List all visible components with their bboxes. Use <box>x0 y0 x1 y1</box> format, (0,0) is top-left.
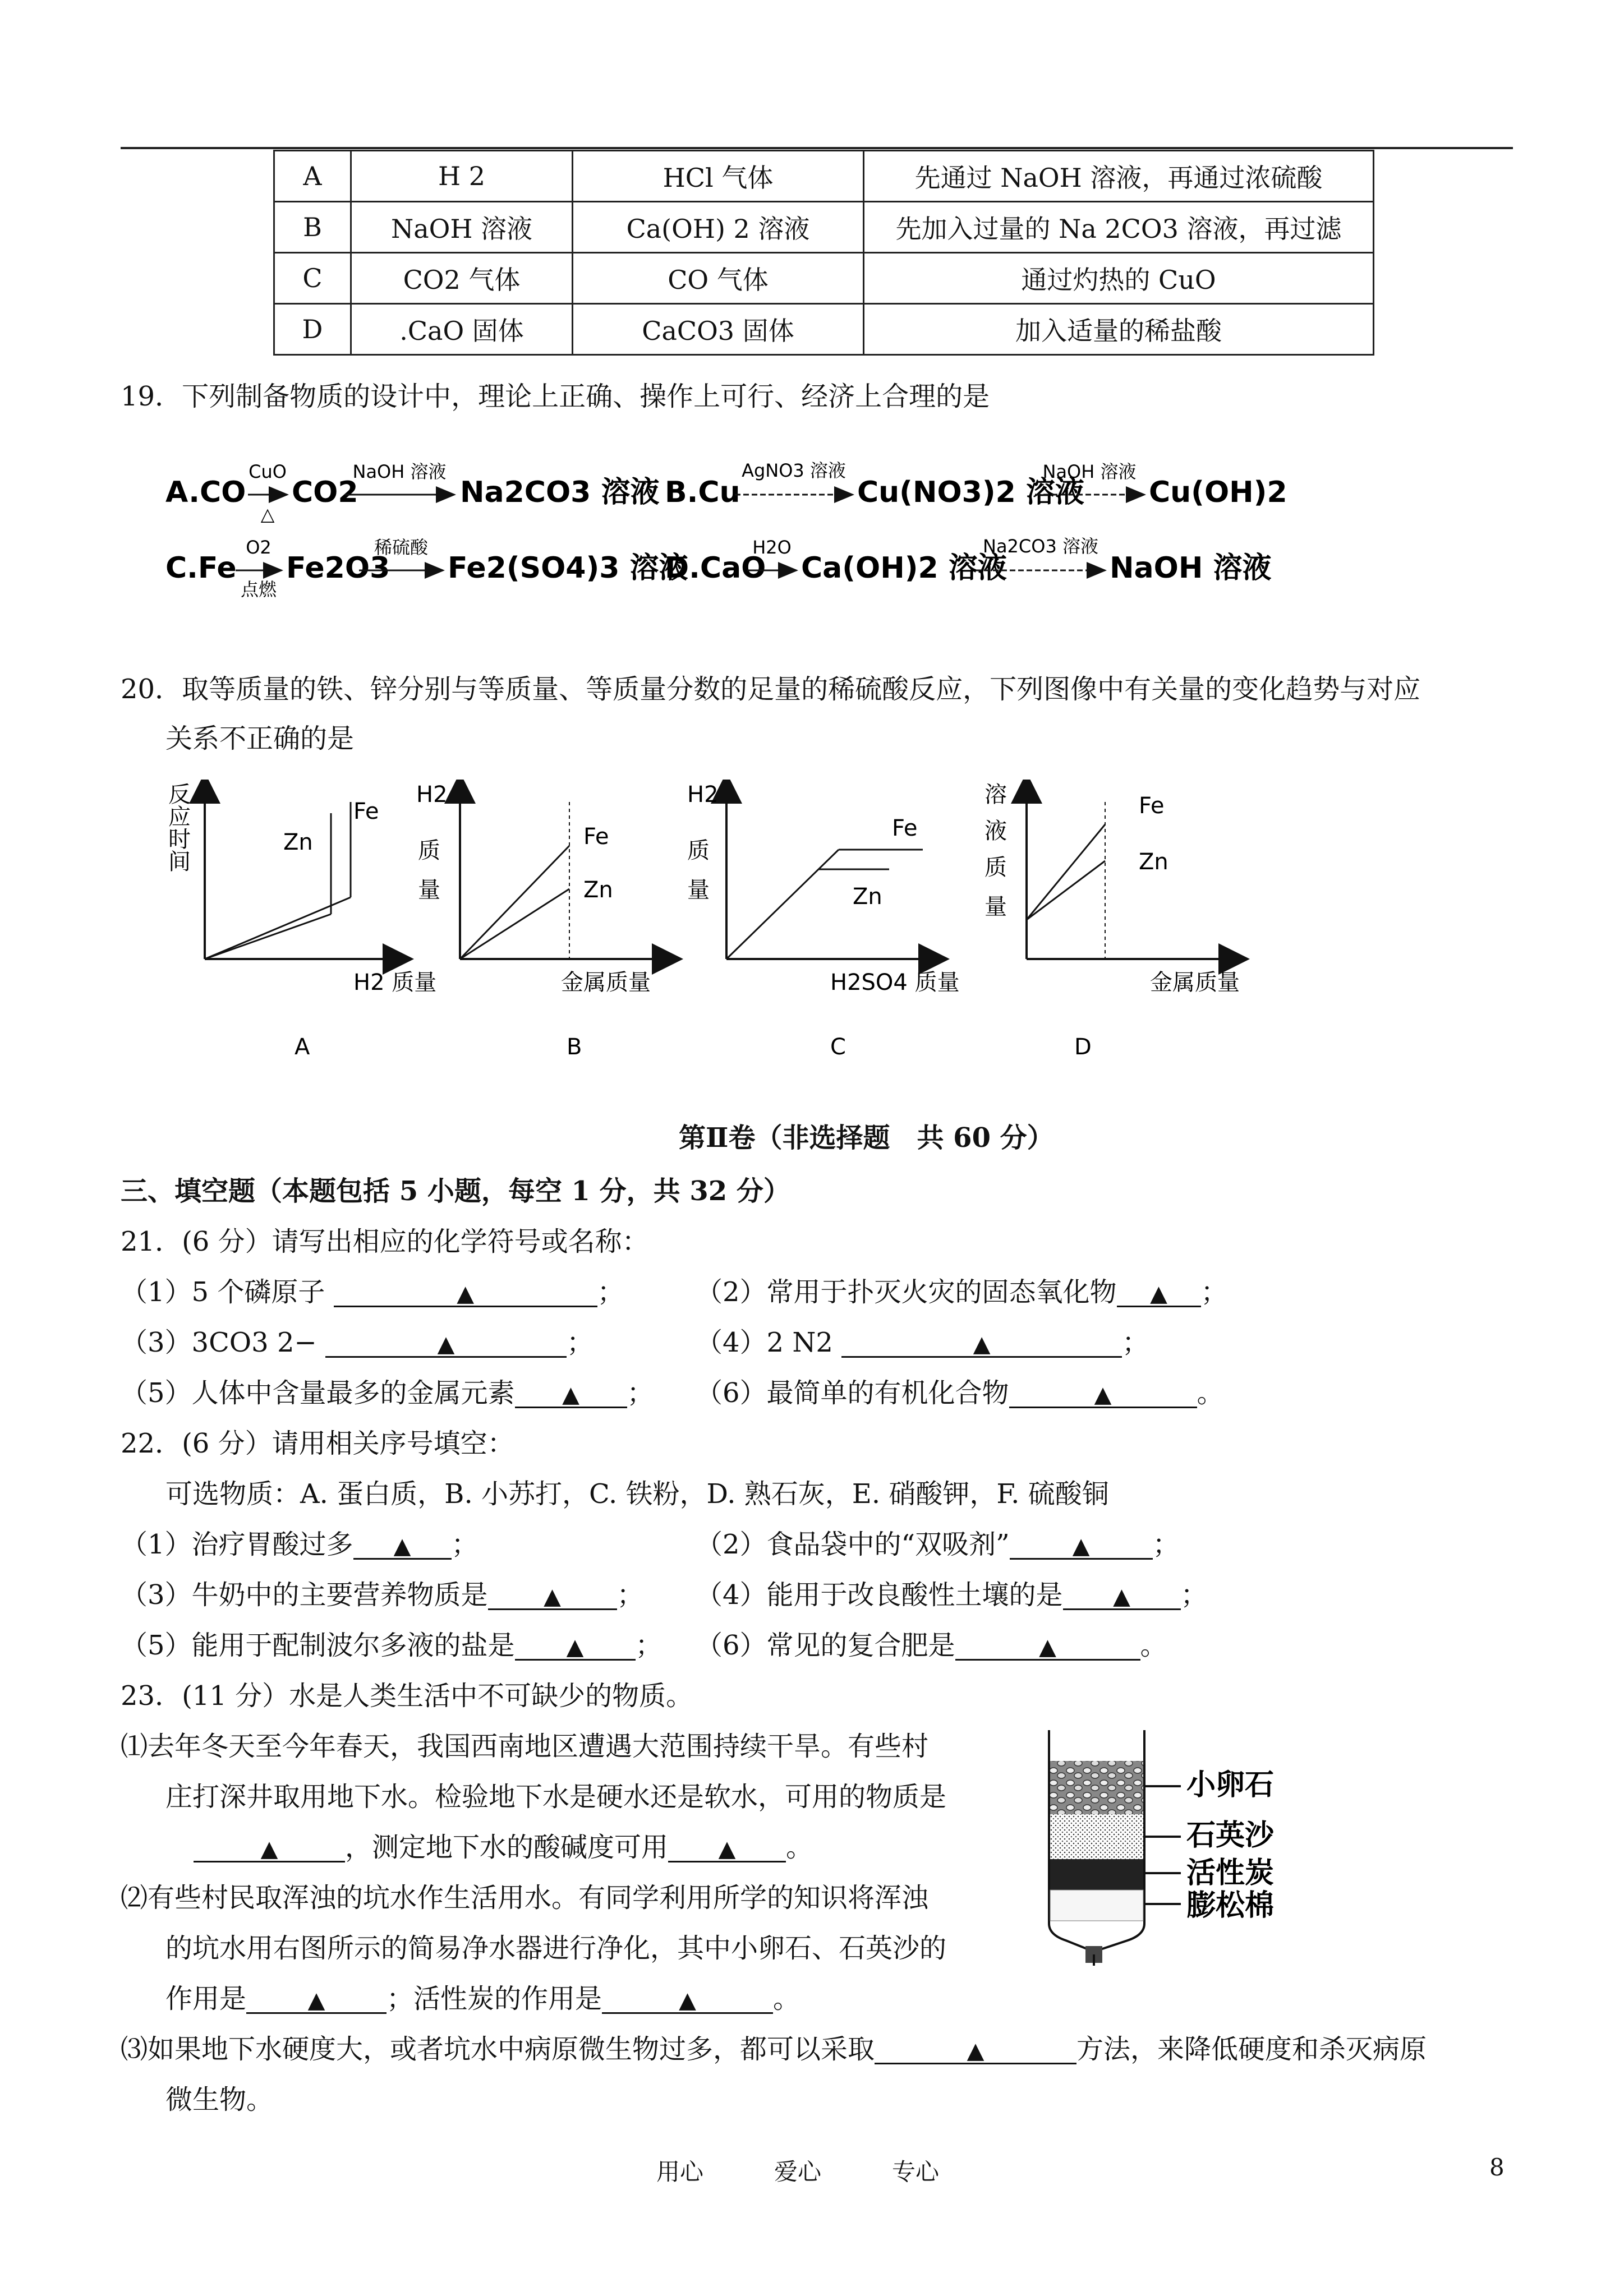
section3-heading: 三、填空题（本题包括 5 小题，每空 1 分，共 32 分） <box>121 1175 790 1207</box>
q22-choices: 可选物质：A. 蛋白质，B. 小苏打，C. 铁粉，D. 熟石灰，E. 硝酸钾，F. 硫酸铜 <box>165 1478 1109 1510</box>
carbon-layer <box>1050 1859 1143 1890</box>
q19-a-end: Na2CO3 溶液 <box>460 476 660 509</box>
q21-item5: （5）人体中含量最多的金属元素 ▲ ； <box>121 1377 654 1409</box>
q21-item1: （1）5 个磷原子 ▲ ； <box>121 1276 624 1308</box>
answer-blank[interactable]: ▲ <box>194 1834 345 1862</box>
q21-item4: （4）2 N2 ▲ ； <box>696 1327 1149 1358</box>
graph-d-xlabel: 金属质量 <box>1150 970 1240 995</box>
answer-blank[interactable]: ▲ <box>488 1582 617 1610</box>
q19-b-mid: Cu(NO3)2 溶液 <box>857 476 1084 509</box>
q23-p1c: ▲ ，测定地下水的酸碱度可用 ▲ 。 <box>194 1825 813 1864</box>
answer-blank[interactable]: ▲ <box>875 2036 1076 2064</box>
q23-p1b: 庄打深井取用地下水。检验地下水是硬水还是软水，可用的物质是 <box>165 1781 947 1813</box>
graph-d-fe: Fe <box>1139 793 1165 819</box>
graph-d-zn: Zn <box>1139 849 1168 875</box>
graph-a-fe: Fe <box>353 799 379 824</box>
water-filter-diagram <box>1032 1730 1459 1966</box>
q21-stem: 21．(6 分）请写出相应的化学符号或名称： <box>121 1226 649 1257</box>
answer-blank[interactable]: ▲ <box>1063 1582 1181 1610</box>
q19-b-end: Cu(OH)2 <box>1149 476 1287 509</box>
page-number: 8 <box>1489 2154 1505 2181</box>
q19-b-start: B.Cu <box>665 476 740 509</box>
graph-b-zn: Zn <box>583 877 613 903</box>
q23-p3a: ⑶如果地下水硬度大，或者坑水中病原微生物过多，都可以采取 ▲ 方法，来降低硬度和杀灭病原 <box>121 2034 1427 2065</box>
answer-blank[interactable]: ▲ <box>353 1531 452 1560</box>
q21-item3: （3）3CO3 2− ▲ ； <box>121 1327 594 1358</box>
q23-p2a: ⑵有些村民取浑浊的坑水作生活用水。有同学利用所学的知识将浑浊 <box>121 1882 929 1914</box>
q22-item2: （2）食品袋中的“双吸剂” ▲ ； <box>696 1529 1180 1560</box>
table-row: B NaOH 溶液 Ca(OH) 2 溶液 先加入过量的 Na 2CO3 溶液，再过滤 <box>274 202 1374 253</box>
graph-d-ylabel-3: 质 <box>984 855 1007 880</box>
graph-b-xlabel: 金属质量 <box>561 970 651 995</box>
graph-a-ylabel-2: 应 <box>168 804 191 830</box>
answer-blank[interactable]: ▲ <box>1117 1279 1201 1307</box>
graph-c-fe: Fe <box>892 815 918 841</box>
graph-d-ylabel-1: 溶 <box>984 782 1007 808</box>
answer-blank[interactable]: ▲ <box>515 1380 627 1408</box>
q19-b-a1-top: AgNO3 溶液 <box>742 460 846 481</box>
pebble-layer <box>1050 1761 1143 1814</box>
graph-c-ylabel-1: H2 <box>687 782 719 808</box>
graph-c <box>687 782 960 1060</box>
graph-c-ylabel-3: 量 <box>687 877 710 903</box>
q19-a-mid: CO2 <box>292 476 358 509</box>
answer-blank[interactable]: ▲ <box>334 1279 597 1307</box>
q21-item2: （2）常用于扑灭火灾的固态氧化物 ▲ ； <box>696 1276 1228 1308</box>
graph-c-ylabel-2: 质 <box>687 838 710 864</box>
graph-c-zn: Zn <box>853 884 882 910</box>
graph-a-xlabel: H2 质量 <box>353 970 437 995</box>
graph-a <box>168 782 436 1060</box>
table-row: A H 2 HCl 气体 先通过 NaOH 溶液，再通过浓硫酸 <box>274 151 1374 202</box>
graph-a-zn: Zn <box>283 829 313 855</box>
table-row: C CO2 气体 CO 气体 通过灼热的 CuO <box>274 253 1374 304</box>
q20-stem1: 20．取等质量的铁、锌分别与等质量、等质量分数的足量的稀硫酸反应，下列图像中有关量的变化趋势与对应 <box>121 674 1421 705</box>
graph-b-letter: B <box>567 1034 582 1060</box>
label-pebbles: 小卵石 <box>1186 1768 1275 1802</box>
q19-c-a2-top: 稀硫酸 <box>374 537 429 558</box>
graph-b-ylabel-3: 量 <box>418 877 440 903</box>
label-cotton: 膨松棉 <box>1186 1888 1275 1922</box>
graph-d-ylabel-2: 液 <box>984 818 1007 844</box>
answer-blank[interactable]: ▲ <box>602 1985 773 2014</box>
part2-heading: 第Ⅱ卷（非选择题 共 60 分） <box>679 1122 1054 1154</box>
q23-p3b: 微生物。 <box>165 2084 274 2115</box>
graph-a-ylabel-3: 时 <box>168 827 191 852</box>
graph-a-letter: A <box>295 1034 310 1060</box>
answer-blank[interactable]: ▲ <box>841 1329 1122 1358</box>
graph-d-ylabel-4: 量 <box>984 894 1007 920</box>
q22-item1: （1）治疗胃酸过多 ▲ ； <box>121 1529 479 1560</box>
answer-blank[interactable]: ▲ <box>246 1985 387 2014</box>
graph-a-ylabel-1: 反 <box>168 782 191 808</box>
q22-item5: （5）能用于配制波尔多液的盐是 ▲ ； <box>121 1630 663 1661</box>
q22-item3: （3）牛奶中的主要营养物质是 ▲ ； <box>121 1579 644 1611</box>
q19-d-a2-top: Na2CO3 溶液 <box>983 536 1098 557</box>
q19-c-start: C.Fe <box>165 551 237 585</box>
q22-item4: （4）能用于改良酸性土壤的是 ▲ ； <box>696 1579 1208 1611</box>
graph-b-ylabel-1: H2 <box>416 782 448 808</box>
graph-b <box>416 782 668 1060</box>
label-carbon: 活性炭 <box>1186 1856 1275 1890</box>
q22-item6: （6）常见的复合肥是 ▲ 。 <box>696 1630 1167 1661</box>
graph-d-letter: D <box>1074 1034 1092 1060</box>
graph-c-letter: C <box>830 1034 846 1060</box>
q19-equations <box>157 449 1335 611</box>
q19-c-a1-top: O2 <box>246 537 272 558</box>
q19-stem: 19．下列制备物质的设计中，理论上正确、操作上可行、经济上合理的是 <box>121 381 990 412</box>
q23-p2b: 的坑水用右图所示的简易净水器进行净化，其中小卵石、石英沙的 <box>165 1933 947 1964</box>
cotton-layer <box>1050 1890 1143 1921</box>
q19-d-a1-top: H2O <box>752 537 792 558</box>
answer-blank[interactable]: ▲ <box>668 1834 786 1862</box>
q19-d-end: NaOH 溶液 <box>1110 551 1272 585</box>
q19-a-a2-top: NaOH 溶液 <box>352 461 447 482</box>
q23-p2c: 作用是 ▲ ；活性炭的作用是 ▲ 。 <box>165 1983 801 2014</box>
q19-b-a2-top: NaOH 溶液 <box>1042 461 1137 482</box>
graph-a-ylabel-4: 间 <box>168 849 191 875</box>
options-table <box>273 150 1374 356</box>
q19-c-a1-bot: 点燃 <box>240 579 277 600</box>
graph-c-xlabel: H2SO4 质量 <box>830 970 960 995</box>
sand-layer <box>1050 1814 1143 1859</box>
q20-graphs <box>157 780 1279 1071</box>
answer-blank[interactable]: ▲ <box>1010 1531 1153 1560</box>
graph-d <box>984 782 1240 1060</box>
graph-b-fe: Fe <box>583 824 609 850</box>
q23-stem: 23．(11 分）水是人类生活中不可缺少的物质。 <box>121 1680 693 1712</box>
q19-a-a1-bot: △ <box>260 504 275 525</box>
answer-blank[interactable]: ▲ <box>955 1632 1140 1661</box>
q22-stem: 22．(6 分）请用相关序号填空： <box>121 1428 514 1459</box>
q19-a-start: A.CO <box>165 476 246 509</box>
q19-d-start: D.CaO <box>665 551 766 585</box>
q19-c-mid: Fe2O3 <box>286 551 390 585</box>
q19-d-mid: Ca(OH)2 溶液 <box>801 551 1007 585</box>
table-row: D .CaO 固体 CaCO3 固体 加入适量的稀盐酸 <box>274 304 1374 355</box>
label-sand: 石英沙 <box>1186 1818 1275 1852</box>
graph-b-ylabel-2: 质 <box>418 838 440 864</box>
top-rule <box>121 147 1513 149</box>
answer-blank[interactable]: ▲ <box>515 1632 636 1661</box>
answer-blank[interactable]: ▲ <box>325 1329 567 1358</box>
q23-p1a: ⑴去年冬天至今年春天，我国西南地区遭遇大范围持续干旱。有些村 <box>121 1731 929 1762</box>
q19-c-end: Fe2(SO4)3 溶液 <box>448 551 688 585</box>
footer-text: 用心 爱心 专心 <box>656 2158 940 2186</box>
answer-blank[interactable]: ▲ <box>1009 1380 1197 1408</box>
q19-a-a1-top: CuO <box>249 461 287 482</box>
q20-stem2: 关系不正确的是 <box>165 723 355 754</box>
q21-item6: （6）最简单的有机化合物 ▲ 。 <box>696 1377 1224 1409</box>
